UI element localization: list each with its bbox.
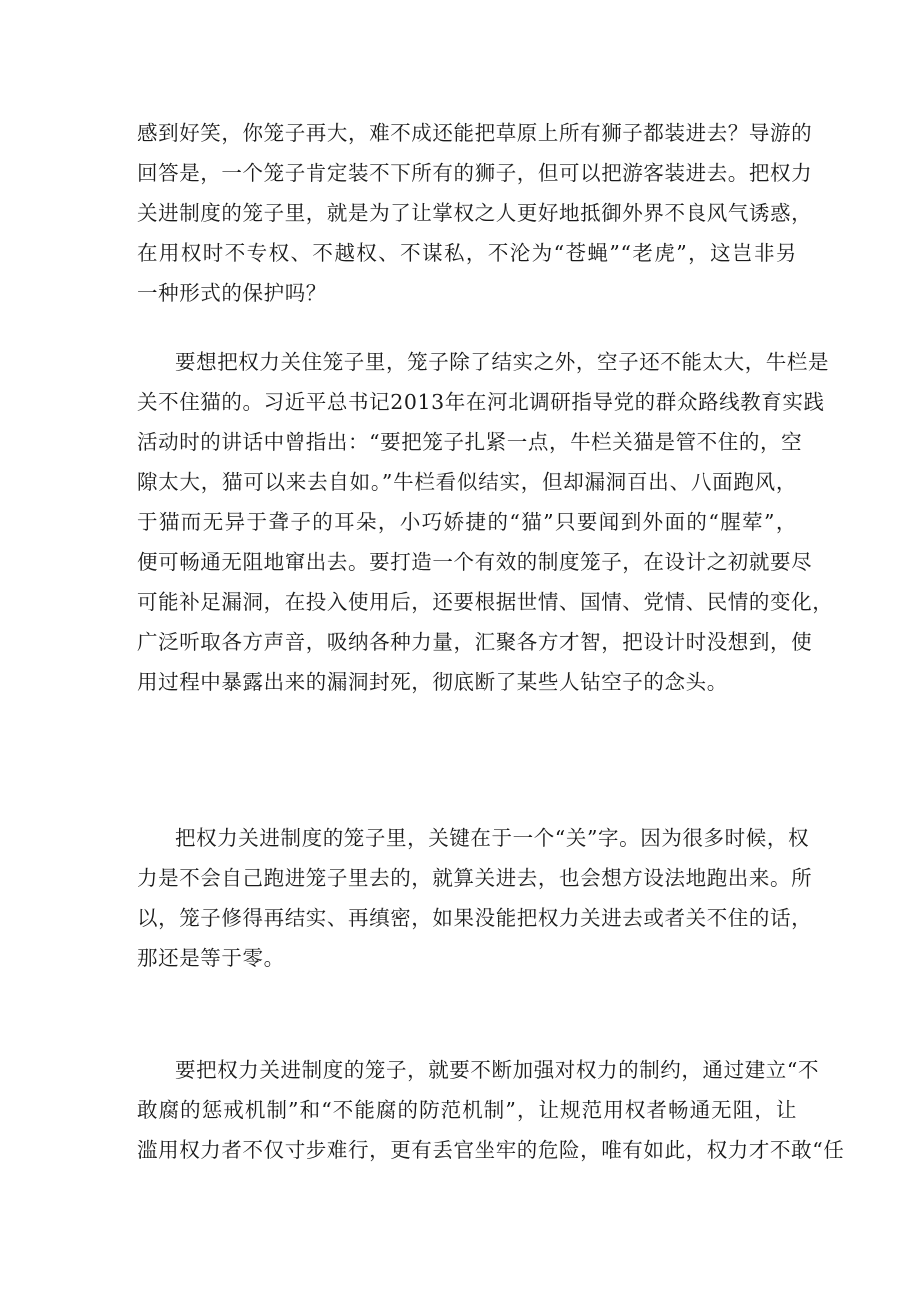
text-line: 在用权时不专权、不越权、不谋私，不沦为“苍蝇”“老虎”，这岂非另	[137, 241, 797, 265]
paragraph-4	[137, 1050, 845, 1170]
text-line: 感到好笑，你笼子再大，难不成还能把草原上所有狮子都装进去？导游的	[137, 121, 813, 145]
text-line: 回答是，一个笼子肯定装不下所有的狮子，但可以把游客装进去。把权力	[137, 161, 813, 185]
text-line: 一种形式的保护吗？	[137, 281, 327, 305]
text-line: 便可畅通无阻地窜出去。要打造一个有效的制度笼子，在设计之初就要尽	[137, 550, 813, 574]
text-line: 隙太大，猫可以来去自如。”牛栏看似结实，但却漏洞百出、八面跑风，	[137, 470, 797, 494]
paragraph-3	[137, 818, 813, 978]
text-line: 滥用权力者不仅寸步难行，更有丢官坐牢的危险，唯有如此，权力才不敢“任	[137, 1138, 845, 1162]
text-line: 活动时的讲话中曾指出：“要把笼子扎紧一点，牛栏关猫是管不住的，空	[137, 430, 803, 454]
text-line: 关不住猫的。习近平总书记2013年在河北调研指导党的群众路线教育实践	[137, 390, 825, 414]
paragraph-1	[137, 113, 813, 313]
text-line: 用过程中暴露出来的漏洞封死，彻底断了某些人钻空子的念头。	[137, 670, 728, 694]
text-line: 于猫而无异于聋子的耳朵，小巧娇捷的“猫”只要闻到外面的“腥荤”，	[137, 510, 797, 534]
text-line: 广泛听取各方声音，吸纳各种力量，汇聚各方才智，把设计时没想到，使	[137, 630, 813, 654]
text-line: 力是不会自己跑进笼子里去的，就算关进去，也会想方设法地跑出来。所	[137, 866, 813, 890]
text-line: 要想把权力关住笼子里，笼子除了结实之外，空子还不能太大，牛栏是	[175, 350, 830, 374]
paragraph-2	[137, 342, 834, 702]
text-line: 以，笼子修得再结实、再缜密，如果没能把权力关进去或者关不住的话，	[137, 906, 813, 930]
text-line: 可能补足漏洞，在投入使用后，还要根据世情、国情、党情、民情的变化，	[137, 590, 834, 614]
text-line: 要把权力关进制度的笼子，就要不断加强对权力的制约，通过建立“不	[175, 1058, 820, 1082]
text-line: 那还是等于零。	[137, 946, 285, 970]
text-line: 把权力关进制度的笼子里，关键在于一个“关”字。因为很多时候，权	[175, 826, 810, 850]
text-line: 敢腐的惩戒机制”和“不能腐的防范机制”，让规范用权者畅通无阻，让	[137, 1098, 797, 1122]
text-line: 关进制度的笼子里，就是为了让掌权之人更好地抵御外界不良风气诱惑，	[137, 201, 813, 225]
